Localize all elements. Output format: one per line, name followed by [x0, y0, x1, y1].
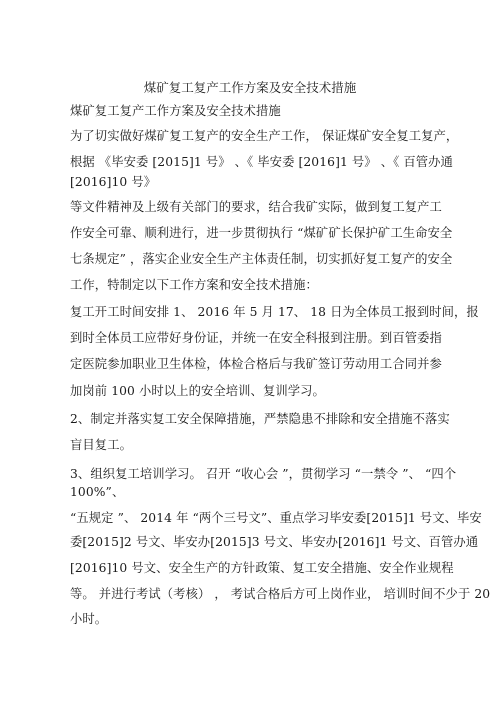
text-line: 委[2015]2 号文、毕安办[2015]3 号文、毕安办[2016]1 号文、百管办通 [70, 535, 479, 549]
text-line: 3、组织复工培训学习。 召开 “收心会 ”，贯彻学习 “一禁令 ”、 “四个 [70, 467, 457, 481]
text-line: 等。 并进行考试（考核） ， 考试合格后方可上岗作业， 培训时间不少于 20 [70, 587, 491, 601]
text-line: 复工开工时间安排 1、 2016 年 5 月 17、 18 日为全体员工报到时间，报 [70, 305, 479, 319]
text-line: 七条规定” ，落实企业安全生产主体责任制，切实抓好复工复产的安全 [70, 252, 453, 266]
text-line: 工作，特制定以下工作方案和安全技术措施： [70, 278, 318, 292]
text-line: 定医院参加职业卫生体检，体检合格后与我矿签订劳动用工合同并参 [70, 357, 442, 371]
text-line: 100%”、 [70, 485, 125, 499]
text-line: 作安全可靠、顺利进行，进一步贯彻执行 “煤矿矿长保护矿工生命安全 [70, 226, 453, 240]
text-line: 根据 《毕安委 [2015]1 号》 、《 毕安委 [2016]1 号》 、《 百管办通 [70, 155, 453, 169]
text-line: 等文件精神及上级有关部门的要求，结合我矿实际，做到复工复产工 [70, 200, 442, 214]
section-heading: 煤矿复工复产工作方案及安全技术措施 [70, 104, 281, 118]
text-line: 盲目复工。 [70, 438, 132, 452]
text-line: 到时全体员工应带好身份证，并统一在安全科报到注册。到百管委指 [70, 331, 442, 345]
text-line: [2016]10 号》 [70, 175, 157, 189]
text-line: [2016]10 号文、安全生产的方针政策、复工安全措施、安全作业规程 [70, 561, 454, 575]
text-line: 加岗前 100 小时以上的安全培训、复训学习。 [70, 384, 325, 398]
text-line: 为了切实做好煤矿复工复产的安全生产工作， 保证煤矿安全复工复产， [70, 129, 459, 143]
text-line: “五规定 ”、 2014 年 “两个三号文”、重点学习毕安委[2015]1 号文、毕安 [70, 511, 482, 525]
document-title: 煤矿复工复产工作方案及安全技术措施 [143, 80, 357, 95]
text-line: 2、制定并落实复工安全保障措施，严禁隐患不排除和安全措施不落实 [70, 412, 450, 426]
text-line: 小时。 [70, 612, 108, 626]
